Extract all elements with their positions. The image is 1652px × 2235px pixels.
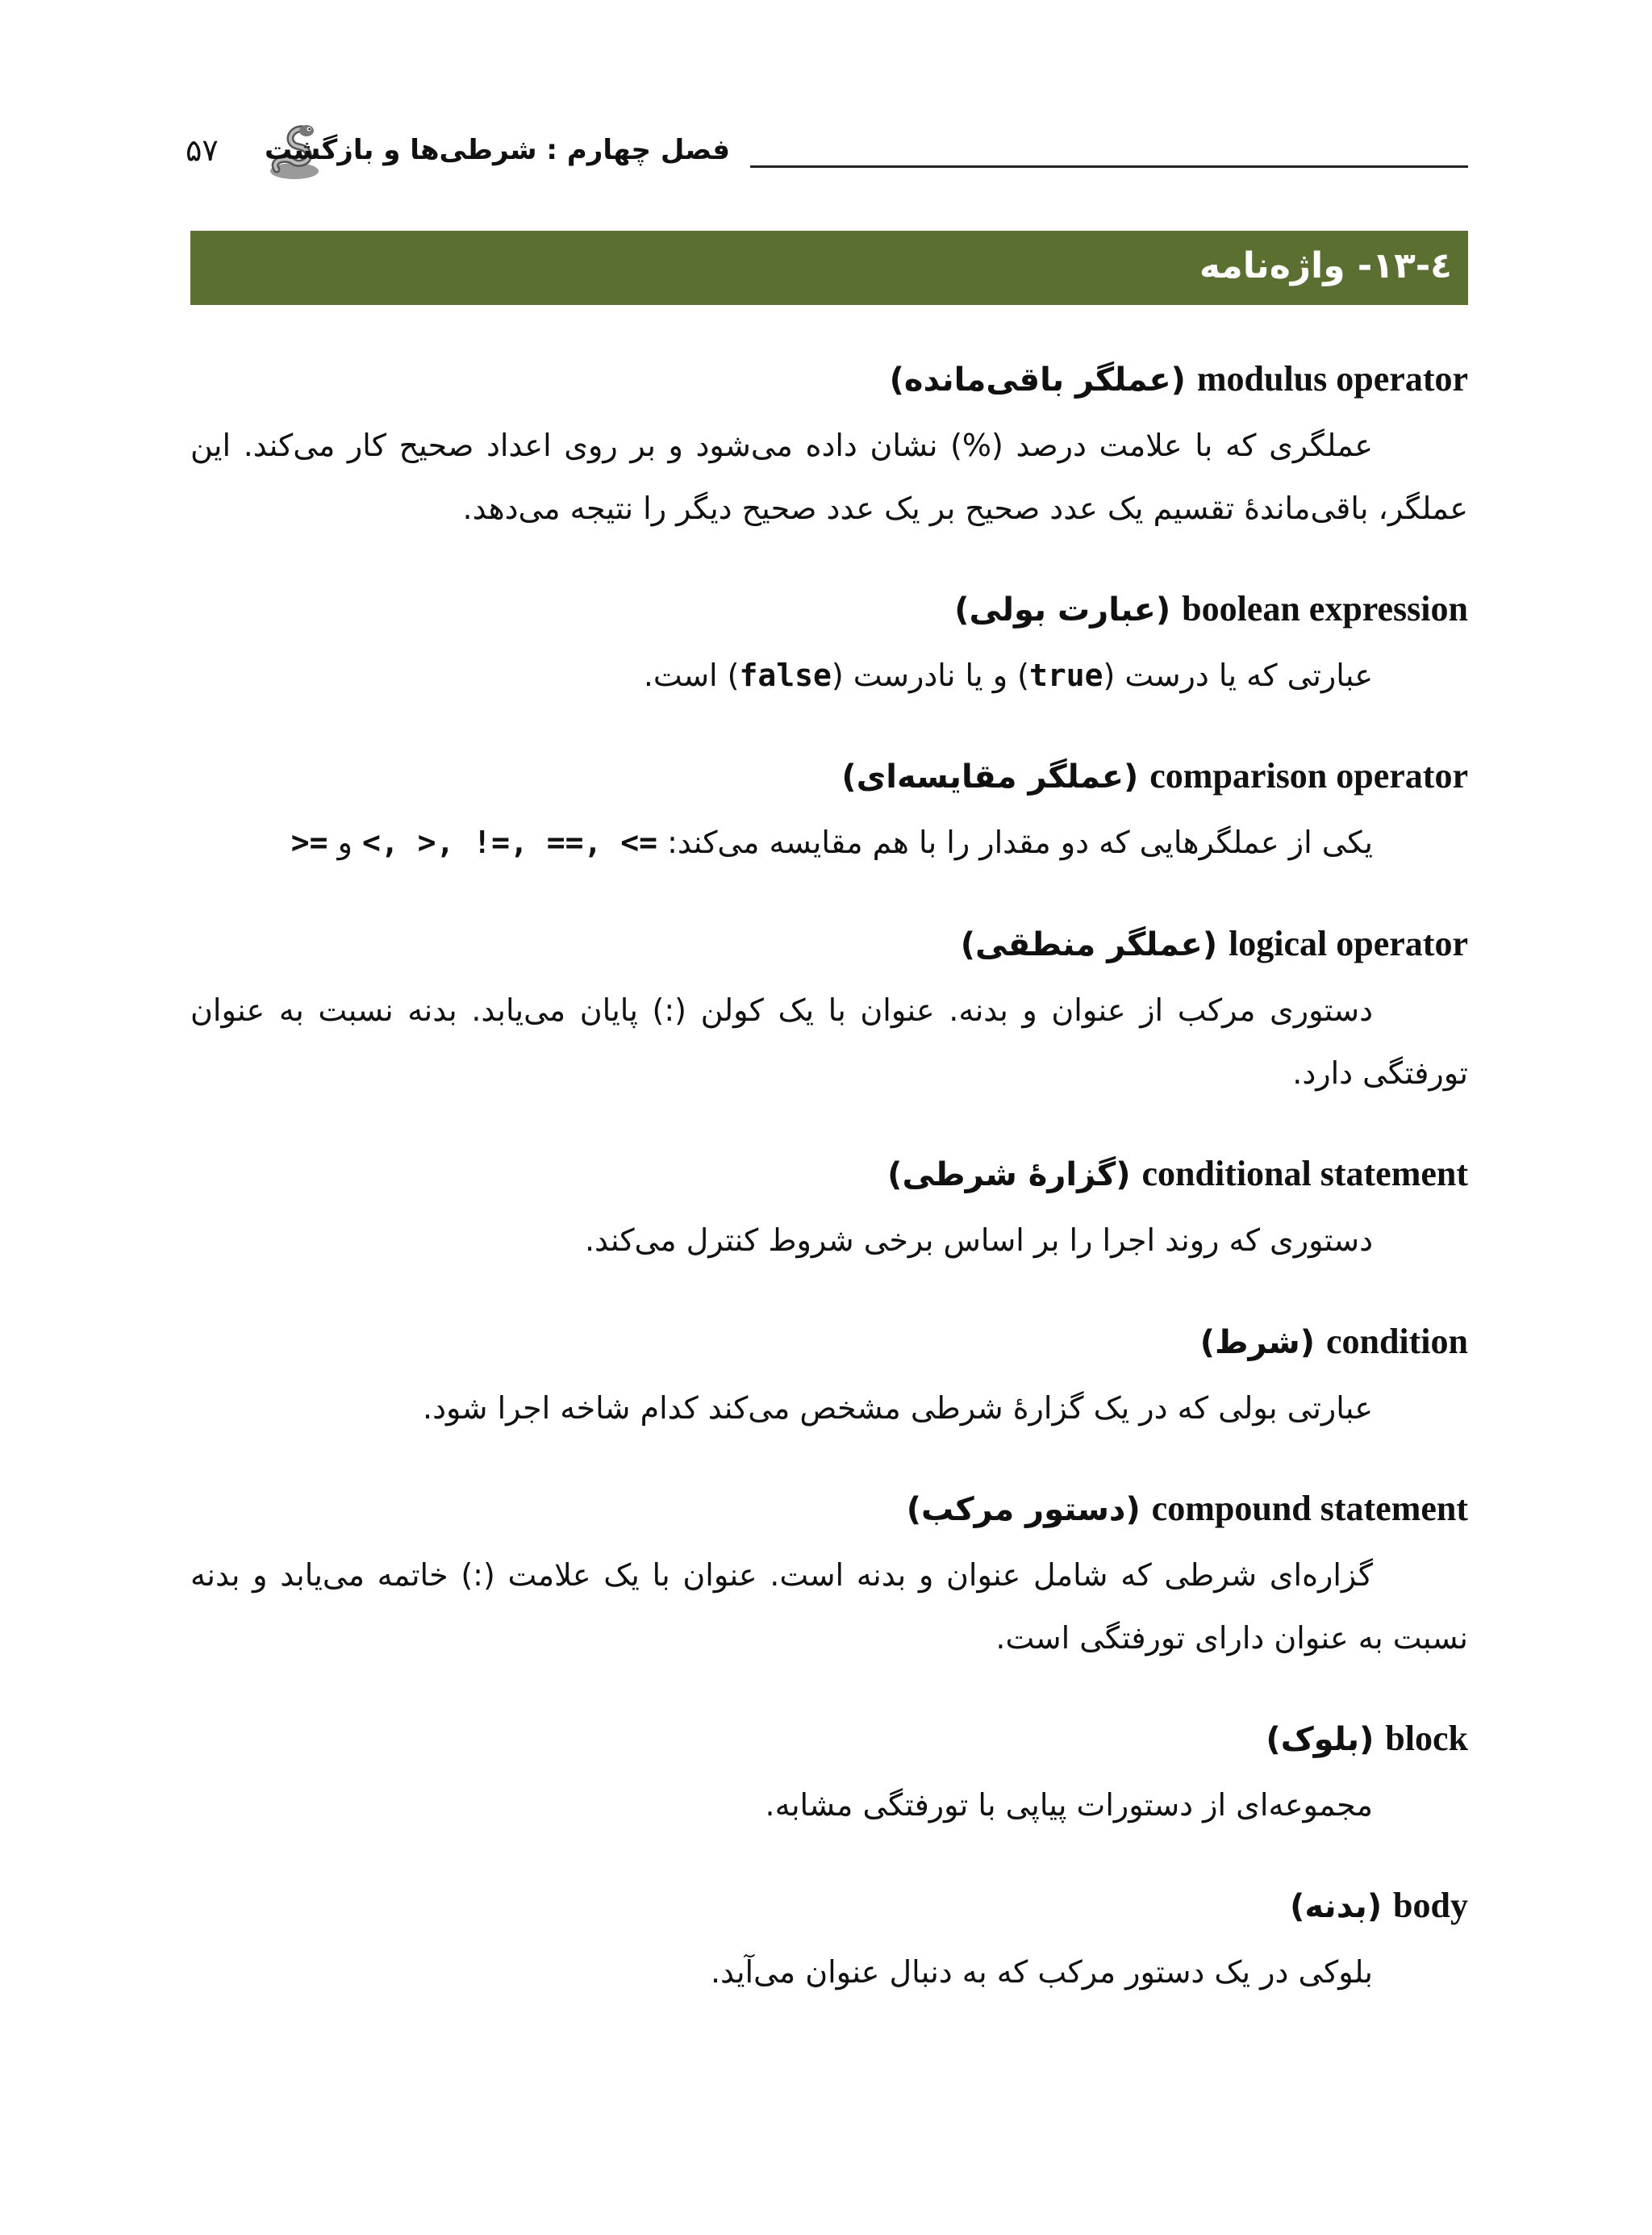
definition-text: یکی از عملگرهایی که دو مقدار را با هم مقایسه می‌کند:: [657, 825, 1373, 860]
code-operator: >=: [290, 825, 328, 860]
term-english: compound statement: [1151, 1489, 1468, 1528]
glossary-term: [190, 1150, 1468, 1199]
glossary-term: [190, 585, 1468, 634]
term-english: boolean expression: [1182, 589, 1468, 629]
definition-text: عملگری که با علامت درصد (%) نشان داده می‌شود و بر روی اعداد صحیح کار می‌کند. این عملگر، باقی‌ماندهٔ تقسیم یک عدد صحیح بر یک عدد صحیح دیگر را نتیجه می‌دهد.: [190, 428, 1468, 526]
term-persian: (عملگر مقایسه‌ای): [841, 758, 1139, 796]
glossary-definition: [190, 644, 1468, 707]
definition-text: گزاره‌ای شرطی که شامل عنوان و بدنه است. عنوان با یک علامت (:) خاتمه می‌یابد و بدنه نسبت به عنوان دارای تورفتگی است.: [190, 1557, 1468, 1656]
term-english: modulus operator: [1196, 359, 1468, 399]
glossary-term: [190, 920, 1468, 969]
glossary-entry: [190, 1150, 1468, 1272]
glossary-term: [190, 1318, 1468, 1367]
term-english: body: [1393, 1886, 1468, 1925]
term-english: block: [1385, 1719, 1468, 1758]
term-persian: (گزارهٔ شرطی): [887, 1156, 1131, 1193]
page-number: ۵۷: [186, 132, 219, 168]
glossary-entry: [190, 920, 1468, 1105]
definition-text: و: [327, 825, 362, 860]
definition-text: مجموعه‌ای از دستورات پیاپی با تورفتگی مشابه.: [765, 1787, 1373, 1823]
term-persian: (شرط): [1199, 1324, 1316, 1361]
glossary-definition: [190, 1544, 1468, 1669]
glossary-term: [190, 355, 1468, 404]
term-persian: (عملگر منطقی): [960, 926, 1218, 963]
header-rule: [750, 165, 1468, 168]
definition-text: عبارتی بولی که در یک گزارهٔ شرطی مشخص می‌کند کدام شاخه اجرا شود.: [423, 1390, 1373, 1426]
term-persian: (عبارت بولی): [954, 591, 1171, 629]
code-operators: <, >, !=, ==, <=: [362, 825, 658, 860]
glossary-definition: [190, 1773, 1468, 1836]
term-english: comparison operator: [1149, 756, 1468, 796]
glossary-definition: [190, 414, 1468, 540]
glossary-definition: [190, 1209, 1468, 1272]
term-persian: (بدنه): [1290, 1888, 1383, 1925]
glossary-term: [190, 752, 1468, 801]
section-title-band: [190, 231, 1468, 305]
glossary-entry: [190, 585, 1468, 707]
glossary-definition: [190, 979, 1468, 1105]
term-persian: (دستور مرکب): [906, 1491, 1141, 1528]
glossary-entry: [190, 1882, 1468, 2003]
term-persian: (عملگر باقی‌مانده): [889, 361, 1186, 399]
code-true: true: [1028, 658, 1103, 693]
glossary-definition: [190, 811, 1468, 874]
definition-text: دستوری که روند اجرا را بر اساس برخی شروط کنترل می‌کند.: [584, 1222, 1373, 1258]
section-title: ٤-١٣- واژه‌نامه: [1199, 245, 1452, 286]
glossary-definition: [190, 1940, 1468, 2003]
glossary-entry: [190, 355, 1468, 540]
definition-text: دستوری مرکب از عنوان و بدنه. عنوان با یک کولن (:) پایان می‌یابد. بدنه نسبت به عنوان تورفتگی دارد.: [190, 992, 1468, 1091]
glossary-entry: [190, 752, 1468, 874]
term-persian: (بلوک): [1266, 1721, 1375, 1758]
chapter-title: فصل چهارم : شرطی‌ها و بازگشت: [264, 134, 730, 166]
glossary-definition: [190, 1377, 1468, 1439]
glossary-entry: [190, 1485, 1468, 1669]
glossary-entry: [190, 1318, 1468, 1439]
glossary-term: [190, 1715, 1468, 1764]
term-english: conditional statement: [1141, 1154, 1468, 1193]
glossary-entry: [190, 1715, 1468, 1836]
definition-text: ) است.: [643, 658, 740, 693]
code-false: false: [739, 658, 832, 693]
glossary-term: [190, 1485, 1468, 1534]
term-english: condition: [1325, 1322, 1468, 1361]
term-english: logical operator: [1229, 924, 1468, 963]
running-header: [186, 121, 1468, 186]
definition-text: ) و یا نادرست (: [831, 658, 1029, 693]
definition-text: بلوکی در یک دستور مرکب که به دنبال عنوان می‌آید.: [710, 1954, 1373, 1990]
glossary-term: [190, 1882, 1468, 1931]
definition-text: عبارتی که یا درست (: [1103, 658, 1373, 693]
